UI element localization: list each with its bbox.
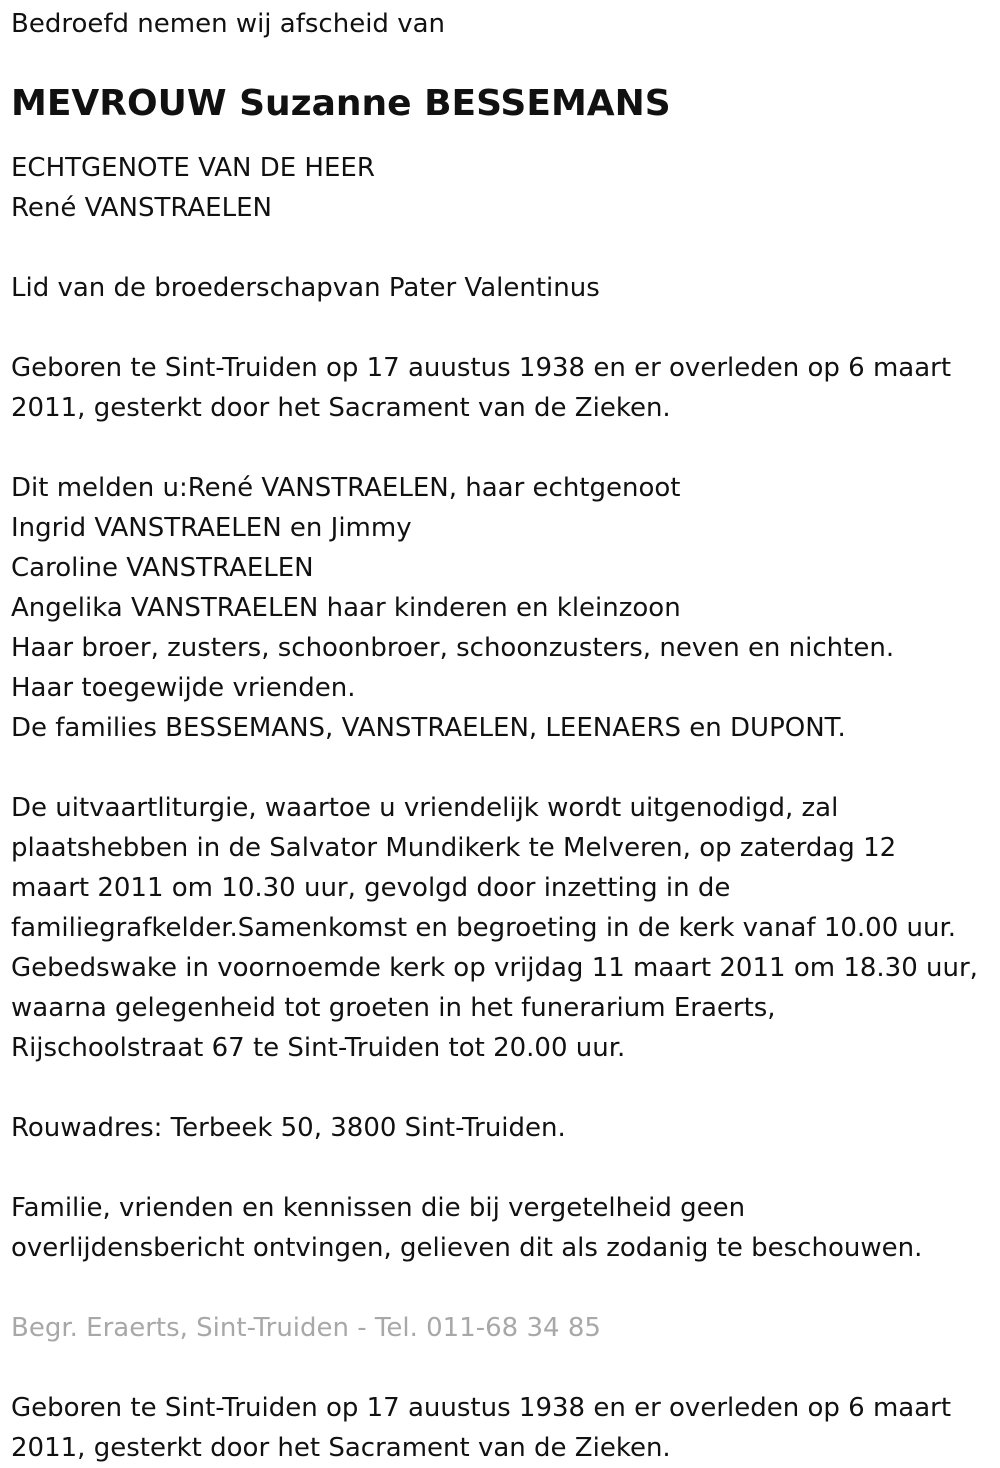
family-line: Caroline VANSTRAELEN — [11, 553, 314, 583]
family-line: Haar toegewijde vrienden. — [11, 673, 356, 703]
disclaimer-line: overlijdensbericht ontvingen, gelieven dit als zodanig te beschouwen. — [11, 1233, 923, 1263]
mourning-address: Rouwadres: Terbeek 50, 3800 Sint-Truiden. — [11, 1113, 566, 1143]
deceased-name-block — [11, 44, 991, 148]
spacer — [11, 428, 991, 468]
funeral-line: De uitvaartliturgie, waartoe u vriendelijk wordt uitgenodigd, zal — [11, 793, 839, 823]
relation-line-2: René VANSTRAELEN — [11, 193, 272, 223]
birth-line: 2011, gesterkt door het Sacrament van de Zieken. — [11, 393, 671, 423]
disclaimer-line: Familie, vrienden en kennissen die bij vergetelheid geen — [11, 1193, 746, 1223]
birth-repeat-line: Geboren te Sint-Truiden op 17 auustus 1938 en er overleden op 6 maart — [11, 1393, 952, 1423]
deceased-name: MEVROUW Suzanne BESSEMANS — [11, 83, 671, 124]
funeral-line: plaatshebben in de Salvator Mundikerk te Melveren, op zaterdag 12 — [11, 833, 897, 863]
funeral-line: Gebedswake in voornoemde kerk op vrijdag 11 maart 2011 om 18.30 uur, — [11, 953, 978, 983]
funeral-line: familiegrafkelder.Samenkomst en begroeting in de kerk vanaf 10.00 uur. — [11, 913, 957, 943]
death-notice — [11, 4, 991, 1468]
funeral-line: waarna gelegenheid tot groeten in het funerarium Eraerts, — [11, 993, 776, 1023]
funeral-line: maart 2011 om 10.30 uur, gevolgd door inzetting in de — [11, 873, 731, 903]
spacer — [11, 748, 991, 788]
family-line: Haar broer, zusters, schoonbroer, schoonzusters, neven en nichten. — [11, 633, 895, 663]
spacer — [11, 228, 991, 268]
birth-line: Geboren te Sint-Truiden op 17 auustus 1938 en er overleden op 6 maart — [11, 353, 952, 383]
spacer — [11, 1348, 991, 1388]
family-line: De families BESSEMANS, VANSTRAELEN, LEENAERS en DUPONT. — [11, 713, 846, 743]
family-line: Angelika VANSTRAELEN haar kinderen en kleinzoon — [11, 593, 681, 623]
spacer — [11, 1148, 991, 1188]
undertaker-contact: Begr. Eraerts, Sint-Truiden - Tel. 011-68 34 85 — [11, 1313, 601, 1343]
intro-text: Bedroefd nemen wij afscheid van — [11, 9, 445, 39]
birth-repeat-line: 2011, gesterkt door het Sacrament van de Zieken. — [11, 1433, 671, 1463]
spacer — [11, 308, 991, 348]
family-line: Ingrid VANSTRAELEN en Jimmy — [11, 513, 412, 543]
spacer — [11, 1068, 991, 1108]
membership-text: Lid van de broederschapvan Pater Valentinus — [11, 273, 600, 303]
funeral-line: Rijschoolstraat 67 te Sint-Truiden tot 20.00 uur. — [11, 1033, 626, 1063]
relation-line-1: ECHTGENOTE VAN DE HEER — [11, 153, 375, 183]
spacer — [11, 1268, 991, 1308]
family-line: Dit melden u:René VANSTRAELEN, haar echtgenoot — [11, 473, 681, 503]
